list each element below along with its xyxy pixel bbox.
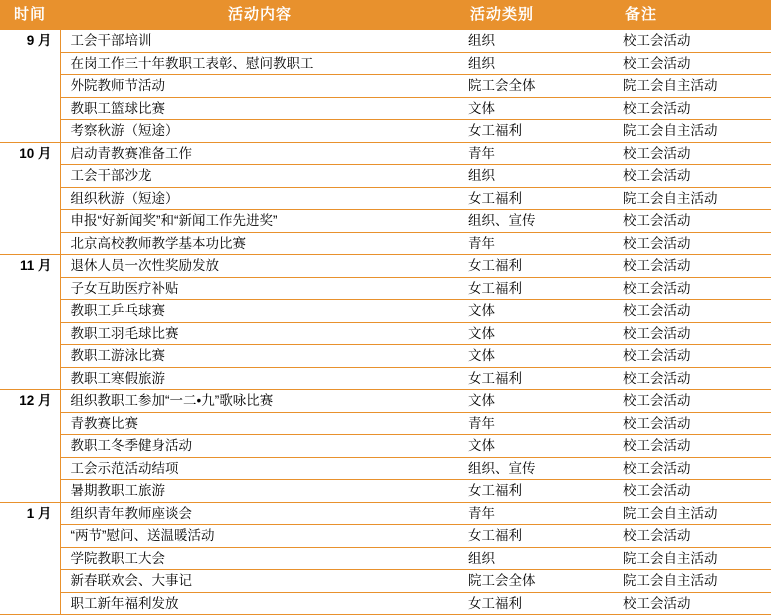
- month-cell-empty: [0, 570, 60, 593]
- month-cell-empty: [0, 52, 60, 75]
- activity-note-cell: 校工会活动: [615, 345, 771, 368]
- month-cell: 12 月: [0, 390, 60, 413]
- activity-content-cell: “两节”慰问、送温暖活动: [60, 525, 460, 548]
- activity-note-cell: 校工会活动: [615, 390, 771, 413]
- month-cell-empty: [0, 592, 60, 615]
- table-row: [0, 480, 771, 503]
- activity-category-cell: 文体: [460, 390, 615, 413]
- table-row: [0, 255, 771, 278]
- month-cell-empty: [0, 322, 60, 345]
- activity-category-cell: 组织、宣传: [460, 457, 615, 480]
- table-row: [0, 502, 771, 525]
- activity-note-cell: 院工会自主活动: [615, 75, 771, 98]
- column-header-time: 时间: [0, 0, 60, 30]
- activity-note-cell: 校工会活动: [615, 97, 771, 120]
- table-row: [0, 457, 771, 480]
- activity-note-cell: 校工会活动: [615, 255, 771, 278]
- table-row: [0, 367, 771, 390]
- month-cell-empty: [0, 97, 60, 120]
- activity-category-cell: 院工会全体: [460, 75, 615, 98]
- table-body: [0, 30, 771, 615]
- activity-category-cell: 青年: [460, 502, 615, 525]
- activity-content-cell: 组织教职工参加“一二•九”歌咏比赛: [60, 390, 460, 413]
- activity-note-cell: 院工会自主活动: [615, 187, 771, 210]
- table-row: [0, 390, 771, 413]
- month-cell-empty: [0, 187, 60, 210]
- activity-content-cell: 申报“好新闻奖”和“新闻工作先进奖”: [60, 210, 460, 233]
- table-row: [0, 547, 771, 570]
- activity-note-cell: 校工会活动: [615, 52, 771, 75]
- activity-category-cell: 青年: [460, 232, 615, 255]
- activity-content-cell: 学院教职工大会: [60, 547, 460, 570]
- month-cell-empty: [0, 547, 60, 570]
- activity-category-cell: 组织: [460, 52, 615, 75]
- activity-content-cell: 启动青教赛准备工作: [60, 142, 460, 165]
- table-row: [0, 30, 771, 52]
- activity-category-cell: 组织: [460, 547, 615, 570]
- activity-category-cell: 女工福利: [460, 480, 615, 503]
- month-cell-empty: [0, 277, 60, 300]
- activity-category-cell: 青年: [460, 142, 615, 165]
- activity-note-cell: 校工会活动: [615, 30, 771, 52]
- activity-note-cell: 校工会活动: [615, 525, 771, 548]
- activity-category-cell: 文体: [460, 322, 615, 345]
- month-cell: 10 月: [0, 142, 60, 165]
- activity-content-cell: 退休人员一次性奖励发放: [60, 255, 460, 278]
- table-row: [0, 210, 771, 233]
- table-row: [0, 570, 771, 593]
- table-row: [0, 525, 771, 548]
- activity-category-cell: 组织: [460, 30, 615, 52]
- activity-category-cell: 文体: [460, 435, 615, 458]
- month-cell-empty: [0, 457, 60, 480]
- column-header-category: 活动类别: [460, 0, 615, 30]
- month-cell-empty: [0, 75, 60, 98]
- month-cell-empty: [0, 210, 60, 233]
- month-cell: 1 月: [0, 502, 60, 525]
- activity-category-cell: 女工福利: [460, 277, 615, 300]
- activity-note-cell: 院工会自主活动: [615, 120, 771, 143]
- activity-note-cell: 校工会活动: [615, 210, 771, 233]
- month-cell-empty: [0, 300, 60, 323]
- activity-note-cell: 院工会自主活动: [615, 547, 771, 570]
- month-cell-empty: [0, 480, 60, 503]
- activity-content-cell: 新春联欢会、大事记: [60, 570, 460, 593]
- activity-category-cell: 女工福利: [460, 187, 615, 210]
- table-row: [0, 120, 771, 143]
- activity-note-cell: 校工会活动: [615, 457, 771, 480]
- activity-content-cell: 教职工乒乓球赛: [60, 300, 460, 323]
- activity-content-cell: 考察秋游（短途）: [60, 120, 460, 143]
- month-cell-empty: [0, 345, 60, 368]
- activity-category-cell: 女工福利: [460, 367, 615, 390]
- activity-category-cell: 青年: [460, 412, 615, 435]
- activity-content-cell: 工会干部培训: [60, 30, 460, 52]
- activity-note-cell: 校工会活动: [615, 232, 771, 255]
- month-cell-empty: [0, 120, 60, 143]
- month-cell-empty: [0, 525, 60, 548]
- table-row: [0, 277, 771, 300]
- month-cell-empty: [0, 367, 60, 390]
- table-row: [0, 75, 771, 98]
- activity-category-cell: 女工福利: [460, 255, 615, 278]
- month-cell: 11 月: [0, 255, 60, 278]
- activity-category-cell: 文体: [460, 300, 615, 323]
- table-row: [0, 345, 771, 368]
- table-row: [0, 435, 771, 458]
- activity-content-cell: 青教赛比赛: [60, 412, 460, 435]
- month-cell: 9 月: [0, 30, 60, 52]
- table-row: [0, 412, 771, 435]
- table-row: [0, 322, 771, 345]
- activity-content-cell: 教职工寒假旅游: [60, 367, 460, 390]
- column-header-note: 备注: [615, 0, 771, 30]
- activity-category-cell: 文体: [460, 97, 615, 120]
- activity-content-cell: 教职工冬季健身活动: [60, 435, 460, 458]
- table-header: [0, 0, 771, 30]
- table-row: [0, 52, 771, 75]
- table-row: [0, 592, 771, 615]
- activity-content-cell: 在岗工作三十年教职工表彰、慰问教职工: [60, 52, 460, 75]
- table-row: [0, 142, 771, 165]
- activity-note-cell: 院工会自主活动: [615, 502, 771, 525]
- activity-note-cell: 院工会自主活动: [615, 570, 771, 593]
- month-cell-empty: [0, 412, 60, 435]
- activity-category-cell: 女工福利: [460, 592, 615, 615]
- activity-content-cell: 工会示范活动结项: [60, 457, 460, 480]
- table-row: [0, 232, 771, 255]
- activity-note-cell: 校工会活动: [615, 165, 771, 188]
- activity-note-cell: 校工会活动: [615, 322, 771, 345]
- activity-category-cell: 女工福利: [460, 525, 615, 548]
- month-cell-empty: [0, 232, 60, 255]
- activity-note-cell: 校工会活动: [615, 142, 771, 165]
- activity-note-cell: 校工会活动: [615, 367, 771, 390]
- activity-content-cell: 子女互助医疗补贴: [60, 277, 460, 300]
- activity-content-cell: 职工新年福利发放: [60, 592, 460, 615]
- activity-content-cell: 组织青年教师座谈会: [60, 502, 460, 525]
- activity-content-cell: 组织秋游（短途）: [60, 187, 460, 210]
- activity-content-cell: 教职工游泳比赛: [60, 345, 460, 368]
- table-row: [0, 300, 771, 323]
- table-row: [0, 165, 771, 188]
- table-row: [0, 187, 771, 210]
- activity-content-cell: 外院教师节活动: [60, 75, 460, 98]
- activity-category-cell: 文体: [460, 345, 615, 368]
- column-header-content: 活动内容: [60, 0, 460, 30]
- activity-category-cell: 院工会全体: [460, 570, 615, 593]
- month-cell-empty: [0, 435, 60, 458]
- activity-note-cell: 校工会活动: [615, 480, 771, 503]
- activity-note-cell: 校工会活动: [615, 435, 771, 458]
- activity-content-cell: 教职工羽毛球比赛: [60, 322, 460, 345]
- month-cell-empty: [0, 165, 60, 188]
- activity-content-cell: 暑期教职工旅游: [60, 480, 460, 503]
- activity-content-cell: 工会干部沙龙: [60, 165, 460, 188]
- activity-content-cell: 北京高校教师教学基本功比赛: [60, 232, 460, 255]
- table-row: [0, 97, 771, 120]
- activity-category-cell: 组织、宣传: [460, 210, 615, 233]
- activity-content-cell: 教职工篮球比赛: [60, 97, 460, 120]
- activity-note-cell: 校工会活动: [615, 412, 771, 435]
- activity-note-cell: 校工会活动: [615, 592, 771, 615]
- activity-category-cell: 女工福利: [460, 120, 615, 143]
- activity-category-cell: 组织: [460, 165, 615, 188]
- activity-note-cell: 校工会活动: [615, 277, 771, 300]
- activity-note-cell: 校工会活动: [615, 300, 771, 323]
